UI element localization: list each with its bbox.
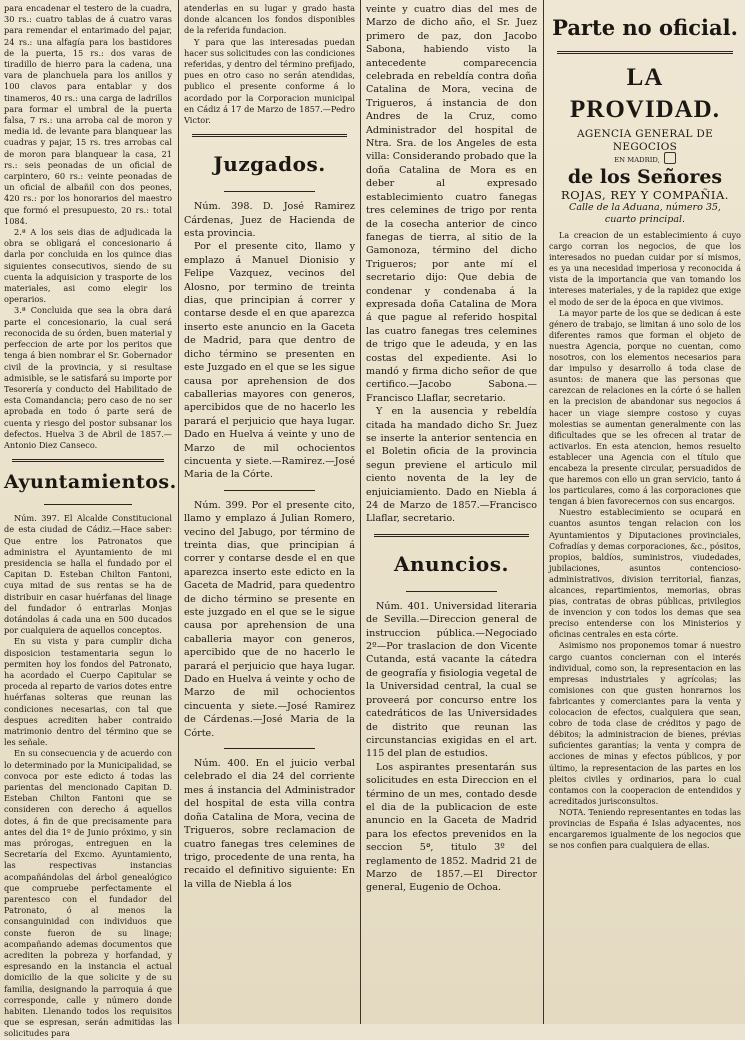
continued-text: veinte y cuatro dias del mes de Marzo de dicho año, el Sr. Juez primero de paz, don Jacobo Sabona, habiendo visto la antecedente comparecencia celebrada en rebeldía contra doña Catalina de Mora, vecina de Trigueros, á instancia de don Andres de la Cruz, como Administrador del hospital de Ntra. Sra. de los Angeles de esta villa: Considerando probado que la doña Catalina de Mora es en deber al expresado establecimiento cuatro fanegas tres celemines de trigo por renta de la cosecha anterior de cinco fanegas de tierra, al sitio de la Gamonoza, término del dicho Trigueros; por ante mí el secretario dijo: Que debia de condenar y condenaba á la expresada doña Catalina de Mora á que pague al referido hospital las cuatro fanegas tres celemines de trigo que le adeuda, y en las costas del expediente. Asi lo mandó y firma dicho señor de que certifico.—Jacobo Sabona.—Francisco Llaflar, secretario.	[366, 4, 537, 404]
ad-location-text: EN MADRID,	[614, 156, 660, 164]
notice-397-paragraph: En su consecuencia y de acuerdo con lo determinado por la Municipalidad, se convoca por este edicto á todas las parientas del mencionado Capitan D. Esteban Chilton Fantoni que se consideren con derecho á aquellos dotes, á fin de que precisamente para antes del dia 1º de Junio próximo, y sin mas prórogas, entreguen en la Secretaría del Excmo. Ayuntamiento, las respectivas instancias acompañándolas del árbol genealógico que compruebe perfectamente el parentesco con el fundador del Patronato, ó al menos la consanguinidad con individuos que conste fueron de su linage; acompañando ademas documentos que acrediten la pobreza y horfandad, y espresando en la instancia el actual domicilio de la que solicite y de su familia, designando la parroquia á que corresponde, calle y número donde habiten. Llenando todos los requisitos que se espresan, serán admitidas las solicitudes para	[4, 748, 172, 1039]
notice-401: Núm. 401. Universidad literaria de Sevilla.—Direccion general de instruccion pública.—Negociado 2º—Por traslacion de don Vicente Cutanda, está vacante la cátedra de geografía y fisiologia vegetal de la Universidad central, la cual se proveerá por concurso entre los catedráticos de las Universidades de distrito que reunan las circunstancias exigidas en el art. 115 del plan de estudios.	[366, 600, 537, 760]
divider	[224, 191, 315, 192]
condition-2: 2.ª A los seis dias de adjudicada la obra se obligará el concesionario á darla por concluida en los quince dias siguientes consecutivos, siendo de su cuenta la adquisicion y trasporte de los materiales, asi como elegir los operarios.	[4, 227, 172, 305]
ad-paragraph: La mayor parte de los que se dedican á este género de trabajo, se limitan á uno solo de los diferentes ramos que forman el objeto de nuestra Agencia, porque no cuentan, como nosotros, con los elementos necesarios para dar impulso y desarrollo á toda clase de asuntos: de manera que las personas que carezcan de relaciones en la córte ó se hallen en la precision de abandonar sus negocios á hacer un viage siempre costoso y cuyas molestias se aumentan generalmente con las dificultades que se les ofrecen al tratar de activarlos. En esta atencion, hemos resuelto establecer una Agencia con el título que encabeza la presente circular, persuadidos de que haremos con ello un gran servicio, tanto á los particulares, como á las corporaciones que tengan á bien favorecernos con sus encargos.	[549, 308, 741, 507]
column-rule	[360, 0, 361, 1024]
ad-note: NOTA. Teniendo representantes en todas las provincias de España é Islas adyacentes, nos encargaremos igualmente de los negocios que se nos confien para cualquiera de ellas.	[549, 807, 741, 851]
ad-paragraph: La creacion de un establecimiento á cuyo cargo corran los negocios, de que los interesados no puedan cuidar por sí mismos, es ya una necesidad imperiosa y reconocida á vista de la importancia que van tomando los intereses materiales, y de la rapidez que exige el modo de ser de la época en que vivimos.	[549, 231, 741, 307]
section-divider	[12, 459, 164, 462]
condition-3: 3.ª Concluida que sea la obra dará parte el concesionario, la cual será reconocida de su órden, buen material y perfeccion de arte por los peritos que tenga á bien nombrar el Sr. Gobernador civil de la provincia, y si resultase admisible, se le satisfará su importe por Tesorería y conducto del Habilitado de esta Comandancia; pero caso de no ser aprobada en todo ó parte será de cuenta y riesgo del postor subsanar los defectos. Huelva 3 de Abril de 1857.—Antonio Diez Canseco.	[4, 305, 172, 450]
column-2	[180, 0, 359, 1024]
notice-400: Núm. 400. En el juicio verbal celebrado el dia 24 del corriente mes á instancia del Administrador del hospital de esta villa contra doña Catalina de Mora, vecina de Trigueros, sobre reclamacion de cuatro fanegas tres celemines de trigo, procedente de una renta, ha recaido el definitivo siguiente: En la villa de Niebla á los	[184, 758, 355, 890]
ad-address: Calle de la Aduana, número 35,	[569, 202, 721, 213]
section-title-parte-no-oficial: Parte no oficial.	[552, 15, 738, 40]
notice-398: Núm. 398. D. José Ramirez Cárdenas, Juez de Hacienda de esta provincia.	[184, 201, 355, 240]
ad-agency-line: AGENCIA GENERAL DE NEGOCIOS	[576, 128, 714, 153]
continued-text: atenderlas en su lugar y grado hasta donde alcancen los fondos disponibles de la referida fundacion.	[184, 3, 355, 36]
section-title-anuncios: Anuncios.	[394, 551, 509, 576]
notice-paragraph: Y para que las interesadas puedan hacer sus solicitudes con las condiciones referidas, y dentro del término prefijado, pues en otro caso no serán atendidas, publico el presente conforme á lo acordado por la Corporacion municipal en Cádiz á 17 de Marzo de 1857.—Pedro Victor.	[184, 36, 355, 126]
column-rule	[543, 0, 544, 1024]
notice-398-paragraph: Por el presente cito, llamo y emplazo á Manuel Dionisio y Felipe Vazquez, vecinos del Alosno, por termino de treinta dias, que principian á correr y contarse desde el en que aparezca inserto este anuncio en la Gaceta de Madrid, para que dentro de dicho término se presenten en este Juzgado en el que se les sigue causa por aprehension de dos caballerias mayores con generos, apercibidos que de no hacerlo les parará el perjuicio que haya lugar. Dado en Huelva á veinte y uno de Marzo de mil ochocientos cincuenta y siete.—Ramirez.—José Maria de la Córte.	[184, 241, 355, 481]
divider	[224, 490, 315, 491]
column-rule	[178, 0, 179, 1024]
section-divider	[557, 51, 733, 54]
notice-397: Núm. 397. El Alcalde Constitucional de esta ciudad de Cádiz.—Hace saber: Que entre los Patronatos que administra el Ayuntamiento de mi presidencia se halla el fundado por el Capitan D. Esteban Chilton Fantoni, cuya mitad de sus rentas se ha de distribuir en casar huérfanas del linage del fundador ó entrarlas Monjas dotándolas á cada una en 500 ducados por cualquiera de aquellos conceptos.	[4, 513, 172, 636]
divider	[406, 591, 497, 592]
continued-text: para encadenar el testero de la cuadra, 30 rs.: cuatro tablas de á cuatro varas para remendar el entarimado del pajar, 24 rs.: una alfagía para los bastidores de la puerta, 15 rs.: dos varas de tiradillo de hierro para la cadena, una vara de planchuela para los anillos y 100 clavos para entablar y dos tinameros, 40 rs.: una carga de ladrillos para formar el umbral de la puerta falsa, 7 rs.: una arroba cal de moron y media id. de levante para blanquear las cuadras y pajar, 15 rs. tres arrobas cal de moron para blanquear la casa, 21 rs.: seis peonadas de un oficial de carpintero, 60 rs.: veinte peonadas de un oficial de albañil con dos peones, 420 rs.: por los honorarios del maestro que formó el presupuesto, 20 rs.: total 1084.	[4, 3, 172, 226]
ad-title: LA PROVIDAD.	[570, 64, 720, 123]
section-title-ayuntamientos: Ayuntamientos.	[4, 471, 177, 494]
ad-floor: cuarto principal.	[604, 214, 686, 225]
stamp-icon	[664, 152, 676, 164]
ad-firm: ROJAS, REY Y COMPAÑIA.	[561, 188, 729, 202]
column-4	[545, 0, 745, 1024]
ad-paragraph: Asimismo nos proponemos tomar á nuestro cargo cuantos conciernan con el interés individual, como son, la representacion en las empresas industriales y agrícolas; las comisiones con que gusten honrarnos los fabricantes y comerciantes para la venta y colocacion de efectos, cualquiera que sean, cobro de toda clase de créditos y pago de débitos; la administracion de bienes, prévias suficientes garantías; la venta y compra de acciones de minas y efectos públicos, y por último, la representacion de las partes en los pleitos civiles y ordinarios, para lo cual contamos con la cooperacion de entendidos y acreditados jurisconsultos.	[549, 641, 741, 806]
column-3	[362, 0, 541, 1024]
section-divider	[374, 534, 529, 537]
divider	[44, 504, 132, 505]
notice-paragraph: Y en la ausencia y rebeldía citada ha mandado dicho Sr. Juez se inserte la anterior sentencia en el Boletin oficia de la provincia segun previene el articulo mil ciento noventa de la ley de enjuiciamiento. Dado en Niebla á 24 de Marzo de 1857.—Francisco Llaflar, secretario.	[366, 406, 537, 525]
ad-paragraph: Nuestro establecimiento se ocupará en cuantos asuntos tengan relacion con los Ayuntamientos y Diputaciones provinciales, Cofradías y demas corporaciones, &c., pósitos, propios, baldíos, suministros, viudedades, jubilaciones, asuntos contencioso-administrativos, division territorial, fianzas, alcances, repartimientos, memorias, obras pias, contratas de obras públicas, privilegios de invencion y con todos los demas que sea preciso entenderse con los Ministerios y oficinas centrales en esta córte.	[549, 508, 741, 640]
section-divider	[192, 134, 347, 137]
column-1	[0, 0, 177, 1039]
notice-397-paragraph: En su vista y para cumplir dicha disposicion testamentaria segun lo permiten hoy los fondos del Patronato, ha acordado el Cuerpo Capitular se proceda al reparto de varios dotes entre huérfanas solteras que reunan las condiciones necesarias, con tal que despues acrediten haber contraido matrimonio dentro del término que se les señale.	[4, 636, 172, 748]
section-title-juzgados: Juzgados.	[213, 152, 326, 177]
divider	[224, 748, 315, 749]
notice-399: Núm. 399. Por el presente cito, llamo y emplazo á Julian Romero, vecino del Jabugo, por término de treinta dias, que principian á correr y contarse desde el en que aparezca inserto este edicto en la Gaceta de Madrid, para quedentro de dicho término se presente en este juzgado en el que se le sigue causa por aprehension de una caballeria mayor con generos, apercibido que de no hacerlo le parará el perjuicio que haya lugar. Dado en Huelva á veinte y ocho de Marzo de mil ochocientos cincuenta y siete.—José Ramirez de Cárdenas.—José Maria de la Córte.	[184, 499, 355, 739]
ad-name: de los Señores	[567, 166, 723, 188]
ad-location-line	[549, 154, 741, 166]
notice-401-paragraph: Los aspirantes presentarán sus solicitudes en esta Direccion en el término de un mes, contado desde el dia de la publicacion de este anuncio en la Gaceta de Madrid para los efectos prevenidos en la seccion 5ª, titulo 3º del reglamento de 1852. Madrid 21 de Marzo de 1857.—El Director general, Eugenio de Ochoa.	[366, 761, 537, 894]
